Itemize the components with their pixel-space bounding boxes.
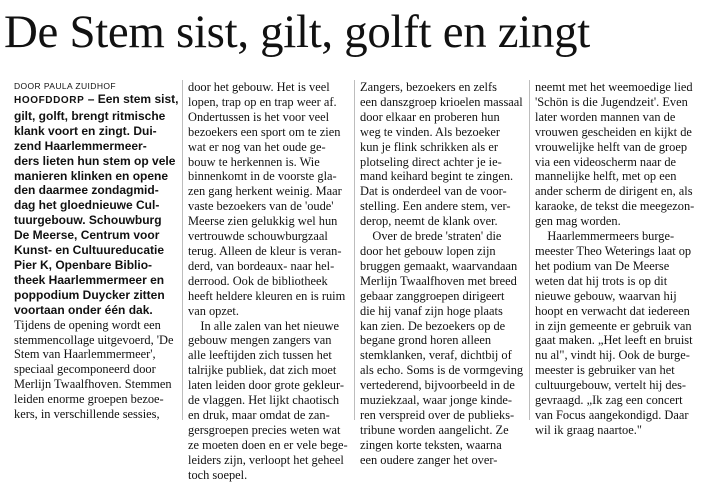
column-divider [354,80,355,420]
lead-line: zend Haarlemmermeer- [14,138,147,153]
text-line: vertrouwde schouwburgzaal [188,229,328,244]
text-line: gaat maken. „Het leeft en bruist [535,333,693,348]
text-line: cultuurgebouw, vertelt hij des- [535,378,687,393]
lead-line: dag het gloednieuwe Cul- [14,198,160,213]
text-line: en druk, maar omdat de zan- [188,407,330,422]
lead-line: poppodium Duycker zitten [14,287,165,302]
text-line: nu al", vindt hij. Ook de burge- [535,348,690,363]
text-line: leiders zijn, verloopt het geheel [188,452,344,467]
text-line: vertederend, bijvoorbeeld in de [360,378,515,393]
text-line: derd, van bordeaux- naar hel- [188,258,335,273]
text-line: plotseling direct achter je ie- [360,154,502,169]
article-column-2 [188,80,348,482]
text-line: gebouw mengen zangers van [188,333,332,348]
text-line: die hij vanaf zijn hoge plaats [360,303,503,318]
column-divider [529,80,530,420]
lead-line: Pier K, Openbare Biblio- [14,257,153,272]
text-line: Haarlemmermeers burge- [535,229,675,244]
text-line: speciaal gecomponeerd door [14,362,156,377]
text-line: stemmencollage uitgevoerd, 'De [14,332,174,347]
text-line: vaste bezoekers van de 'oude' [188,199,334,214]
dateline: HOOFDDORP [14,95,85,106]
text-line: kers, in verschillende sessies, [14,407,160,422]
text-line: lopen, trap op en trap weer af. [188,94,337,109]
lead-line: gilt, golft, brengt ritmische [14,108,166,123]
text-line: weg te vinden. Als bezoeker [360,124,501,139]
text-line: door elkaar en proberen hun [360,109,500,124]
text-line: zen gang herkent weinig. Maar [188,184,342,199]
article-column-1 [14,92,178,422]
article-column-3 [360,80,523,468]
text-line: terug. Alleen de kleur is veran- [188,243,342,258]
text-line: kan zien. De bezoekers op de [360,318,506,333]
text-line: nieuwe gebouw, waarvan hij [535,288,677,303]
text-line: bouw te herkennen is. Wie [188,154,320,169]
text-line: bruggen gemaakt, waarvandaan [360,258,518,273]
text-line: Zangers, bezoekers en zelfs [360,80,497,94]
text-line: begane grond horen alleen [360,333,492,348]
lead-line: den daarmee zondagmid- [14,183,159,198]
text-line: muziekzaal, waar jonge kinde- [360,393,513,408]
text-line: vrouwelijke helft van de groep [535,139,688,154]
text-line: Over de brede 'straten' die [360,229,502,244]
text-line: neemt met het weemoedige lied [535,80,693,94]
text-line: Tijdens de opening wordt een [14,317,161,332]
text-line: 'Schön is die Jugendzeit'. Even [535,94,688,109]
article-column-4 [535,80,694,438]
lead-line: De Meerse, Centrum voor [14,228,160,243]
lead-line: voortaan onder één dak. [14,302,153,317]
text-line: stemklanken, veraf, dichtbij of [360,348,512,363]
text-line: de vlaggen. Het lijkt chaotisch [188,393,340,408]
headline: De Stem sist, gilt, golft en zingt [4,6,590,58]
text-line: Meerse zien gelukkig wel hun [188,214,338,229]
text-line: toch soepel. [188,467,248,482]
text-line: een oudere zanger het over- [360,452,498,467]
column-divider [182,80,183,420]
text-line: stelling. Een andere stem, ver- [360,199,511,214]
text-line: later worden mannen van de [535,109,676,124]
text-line: in zijn gemeente er gebruik van [535,318,692,333]
text-line: hoopt en verwacht dat iedereen [535,303,690,318]
text-line: wat er nog van het oude ge- [188,139,326,154]
text-line: mannelijke helft, met op een [535,169,677,184]
text-line: derrood. Ook de bibliotheek [188,273,328,288]
text-line: Merlijn Twaalfhoven met breed [360,273,517,288]
lead-line: tuurgebouw. Schouwburg [14,213,162,228]
byline: DOOR PAULA ZUIDHOF [14,81,116,91]
text-line: vrouwen gescheiden en kijkt de [535,124,692,139]
text-line: ander scherm de dirigent en, als [535,184,693,199]
text-line: mand keihard begint te zingen. [360,169,514,184]
text-line: meester Theo Weterings laat op [535,243,692,258]
text-line: bezoekers een sport om te zien [188,124,341,139]
text-line: kun je flink schrikken als er [360,139,498,154]
lead-line: theek Haarlemmermeer en [14,272,165,287]
text-line: gevraagd. „Ik zag een concert [535,393,683,408]
text-line: het podium van De Meerse [535,258,670,273]
text-line: talrijke publiek, dat zich moet [188,363,337,378]
text-line: ze moeten doen en er vele bege- [188,437,348,452]
text-line: van opzet. [188,303,239,318]
text-line: derop, neemt de klank over. [360,214,498,229]
lead-line: ders lieten hun stem op vele [14,153,176,168]
text-line: karaoke, de tekst die meegezon- [535,199,695,214]
lead-line: manieren klinken en opene [14,168,169,183]
text-line: wil ik graag naartoe." [535,422,642,437]
text-line: van Focus aangekondigd. Daar [535,407,689,422]
text-line: weten dat hij trots is op dit [535,273,668,288]
text-line: zingen korte teksten, waarna [360,437,502,452]
text-line: tribune worden aangelicht. Ze [360,422,509,437]
text-line: gersgroepen precies weten wat [188,422,341,437]
text-line: Stem van Haarlemmermeer', [14,347,156,362]
text-line: gebaar zanggroepen dirigeert [360,288,505,303]
lead-line: – Een stem sist, [84,92,179,106]
lead-line: Kunst- en Cultuureducatie [14,243,165,258]
text-line: Ondertussen is het voor veel [188,109,330,124]
text-line: via een videoscherm naar de [535,154,677,169]
lead-line: klank voort en zingt. Dui- [14,123,157,138]
text-line: binnenkomt in de voorste gla- [188,169,337,184]
text-line: meester is gebruiker van het [535,363,675,378]
text-line: ren verspreid over de publieks- [360,407,515,422]
text-line: Dat is onderdeel van de voor- [360,184,507,199]
text-line: Merlijn Twaalfhoven. Stemmen [14,377,172,392]
text-line: door het gebouw lopen zijn [360,243,496,258]
text-line: als echo. Soms is de vormgeving [360,363,524,378]
text-line: heeft heldere kleuren en is ruim [188,288,346,303]
text-line: alle leeftijden zich tussen het [188,348,332,363]
text-line: laten leiden door grote gekleur- [188,378,344,393]
text-line: leiden enorme groepen bezoe- [14,392,164,407]
text-line: In alle zalen van het nieuwe [188,318,340,333]
text-line: door het gebouw. Het is veel [188,80,330,94]
text-line: een danszgroep krioelen massaal [360,94,523,109]
text-line: gen mag worden. [535,214,621,229]
